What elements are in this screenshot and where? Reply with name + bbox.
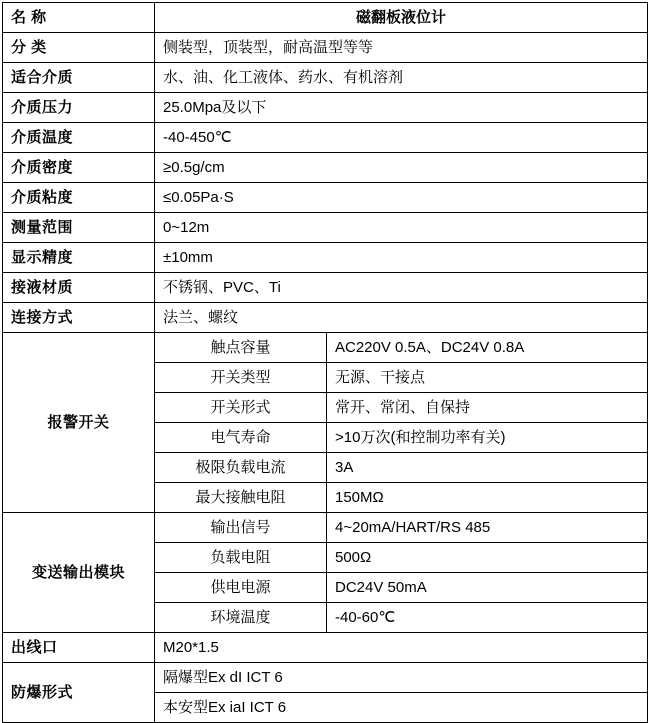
row-value: M20*1.5: [155, 633, 648, 663]
sub-value: -40-60℃: [327, 603, 648, 633]
row-label: 介质密度: [3, 153, 155, 183]
row-label: 介质压力: [3, 93, 155, 123]
sub-value: DC24V 50mA: [327, 573, 648, 603]
row-value: 本安型Ex iaI ICT 6: [155, 693, 648, 723]
sub-label: 环境温度: [155, 603, 327, 633]
row-label: 防爆形式: [3, 663, 155, 723]
table-row: [3, 33, 648, 63]
row-label: 分 类: [3, 33, 155, 63]
row-value: 不锈钢、PVC、Ti: [155, 273, 648, 303]
group-label-alarm-switch: 报警开关: [3, 333, 155, 513]
row-label: 名 称: [3, 3, 155, 33]
sub-value: 3A: [327, 453, 648, 483]
sub-label: 供电电源: [155, 573, 327, 603]
row-value: ±10mm: [155, 243, 648, 273]
row-label: 显示精度: [3, 243, 155, 273]
sub-value: 4~20mA/HART/RS 485: [327, 513, 648, 543]
row-label: 介质粘度: [3, 183, 155, 213]
row-value: -40-450℃: [155, 123, 648, 153]
row-value: 侧装型，顶装型，耐高温型等等: [155, 33, 648, 63]
table-row-explosion-proof: [3, 663, 648, 693]
table-row: [3, 3, 648, 33]
row-value: ≥0.5g/cm: [155, 153, 648, 183]
sub-value: 无源、干接点: [327, 363, 648, 393]
table-row: [3, 273, 648, 303]
row-label: 连接方式: [3, 303, 155, 333]
row-value: 隔爆型Ex dI ICT 6: [155, 663, 648, 693]
table-row: [3, 213, 648, 243]
group-label-transmitter: 变送输出模块: [3, 513, 155, 633]
sub-value: 150MΩ: [327, 483, 648, 513]
row-label: 测量范围: [3, 213, 155, 243]
row-label: 介质温度: [3, 123, 155, 153]
row-value: 0~12m: [155, 213, 648, 243]
table-row: [3, 153, 648, 183]
table-row: [3, 303, 648, 333]
sub-label: 最大接触电阻: [155, 483, 327, 513]
table-row-transmitter: [3, 513, 648, 543]
sub-value: 常开、常闭、自保持: [327, 393, 648, 423]
table-row: [3, 123, 648, 153]
row-value: 磁翻板液位计: [155, 3, 648, 33]
sub-label: 输出信号: [155, 513, 327, 543]
row-value: 25.0Mpa及以下: [155, 93, 648, 123]
table-row: [3, 183, 648, 213]
row-label: 适合介质: [3, 63, 155, 93]
table-row: [3, 93, 648, 123]
table-row: [3, 63, 648, 93]
specification-table: [2, 2, 648, 723]
table-row: [3, 243, 648, 273]
row-value: ≤0.05Pa·S: [155, 183, 648, 213]
sub-value: >10万次(和控制功率有关): [327, 423, 648, 453]
row-value: 水、油、化工液体、药水、有机溶剂: [155, 63, 648, 93]
sub-label: 电气寿命: [155, 423, 327, 453]
row-value: 法兰、螺纹: [155, 303, 648, 333]
sub-label: 开关形式: [155, 393, 327, 423]
sub-label: 负载电阻: [155, 543, 327, 573]
sub-label: 触点容量: [155, 333, 327, 363]
row-label: 接液材质: [3, 273, 155, 303]
row-label: 出线口: [3, 633, 155, 663]
sub-value: AC220V 0.5A、DC24V 0.8A: [327, 333, 648, 363]
table-row-outlet: [3, 633, 648, 663]
sub-label: 开关类型: [155, 363, 327, 393]
table-row-alarm-switch: [3, 333, 648, 363]
sub-label: 极限负载电流: [155, 453, 327, 483]
sub-value: 500Ω: [327, 543, 648, 573]
